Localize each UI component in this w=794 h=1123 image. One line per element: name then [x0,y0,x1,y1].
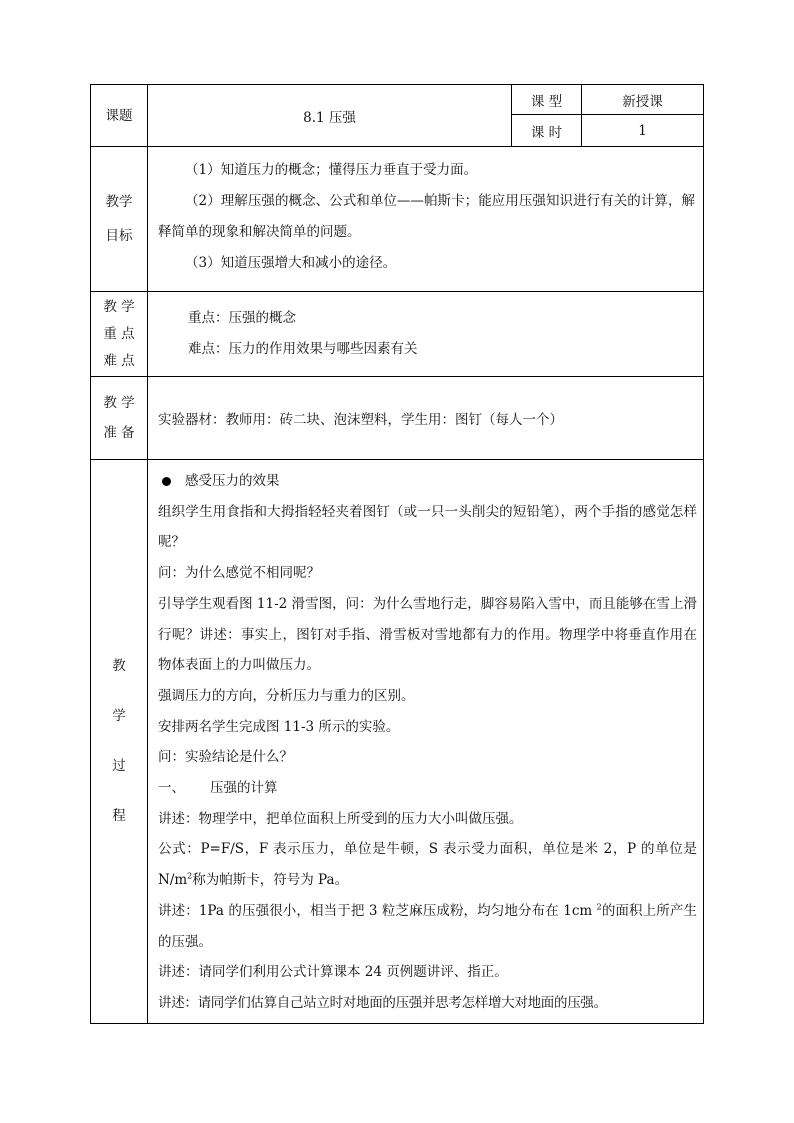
class-hours-label: 课 时 [512,115,582,147]
bullet-heading: 感受压力的效果 [158,466,697,497]
process-paragraph: 讲述：请同学们利用公式计算课本 24 页例题讲评、指正。 [158,964,508,981]
process-label: 教 学 过 程 [91,460,148,1024]
objectives-content [148,147,704,292]
preparation-content [148,377,704,460]
process-paragraph: 讲述：请同学们估算自己站立时对地面的压强并思考怎样增大对地面的压强。 [158,994,607,1011]
objective-item: （1）知道压力的概念；懂得压力垂直于受力面。 [185,162,478,178]
topic-label: 课题 [91,85,148,147]
section-heading [158,773,697,804]
difficulty-point: 难点：压力的作用效果与哪些因素有关 [188,341,418,357]
section-number: 一、 [158,780,185,797]
process-paragraph: 强调压力的方向，分析压力与重力的区别。 [158,687,415,704]
key-points-label: 教 学 重 点 难 点 [91,292,148,377]
lesson-plan-table [90,84,704,1024]
preparation-text: 实验器材：教师用：砖二块、泡沫塑料，学生用：图钉（每人一个） [158,412,563,428]
section-title: 压强的计算 [210,780,278,797]
process-paragraph: 问：为什么感觉不相同呢？ [158,565,320,582]
lesson-type-value: 新授课 [582,85,704,115]
topic-title: 8.1 压强 [148,85,512,147]
lesson-type-label: 课 型 [512,85,582,115]
process-paragraph: 安排两名学生完成图 11-3 所示的实验。 [158,718,400,735]
objective-item: （2）理解压强的概念、公式和单位——帕斯卡；能应用压强知识进行有关的计算，解释简单的现象和解决简单的问题。 [158,193,695,240]
process-paragraph: 讲述：1Pa 的压强很小，相当于把 3 粒芝麻压成粉，均匀地分布在 1cm $^2$的面积上所产生的压强。 [158,902,697,950]
focus-point: 重点：压强的概念 [188,310,296,326]
class-hours-value: 1 [582,115,704,147]
process-paragraph: 公式：P=F/S，F 表示压力，单位是牛顿，S 表示受力面积，单位是米 2，P 的单位是 $N/m^2$称为帕斯卡，符号为 Pa。 [158,841,697,889]
process-paragraph: 讲述：物理学中，把单位面积上所受到的压力大小叫做压强。 [158,810,523,827]
process-content [148,460,704,1024]
key-points-content [148,292,704,377]
process-paragraph: 组织学生用食指和大拇指轻轻夹着图钉（或一只一头削尖的短铅笔），两个手指的感觉怎样呢？ [158,503,697,551]
objectives-label: 教学 目标 [91,147,148,292]
preparation-label: 教 学 准 备 [91,377,148,460]
objective-item: （3）知道压强增大和减小的途径。 [185,255,397,271]
process-paragraph: 问：实验结论是什么？ [158,749,293,766]
bullet-dot-icon [162,477,171,486]
process-paragraph: 引导学生观看图 11-2 滑雪图，问：为什么雪地行走，脚容易陷入雪中，而且能够在雪上滑行呢？讲述：事实上，图钉对手指、滑雪板对雪地都有力的作用。物理学中将垂直作用在物体表面上的力叫做压力。 [158,595,697,674]
